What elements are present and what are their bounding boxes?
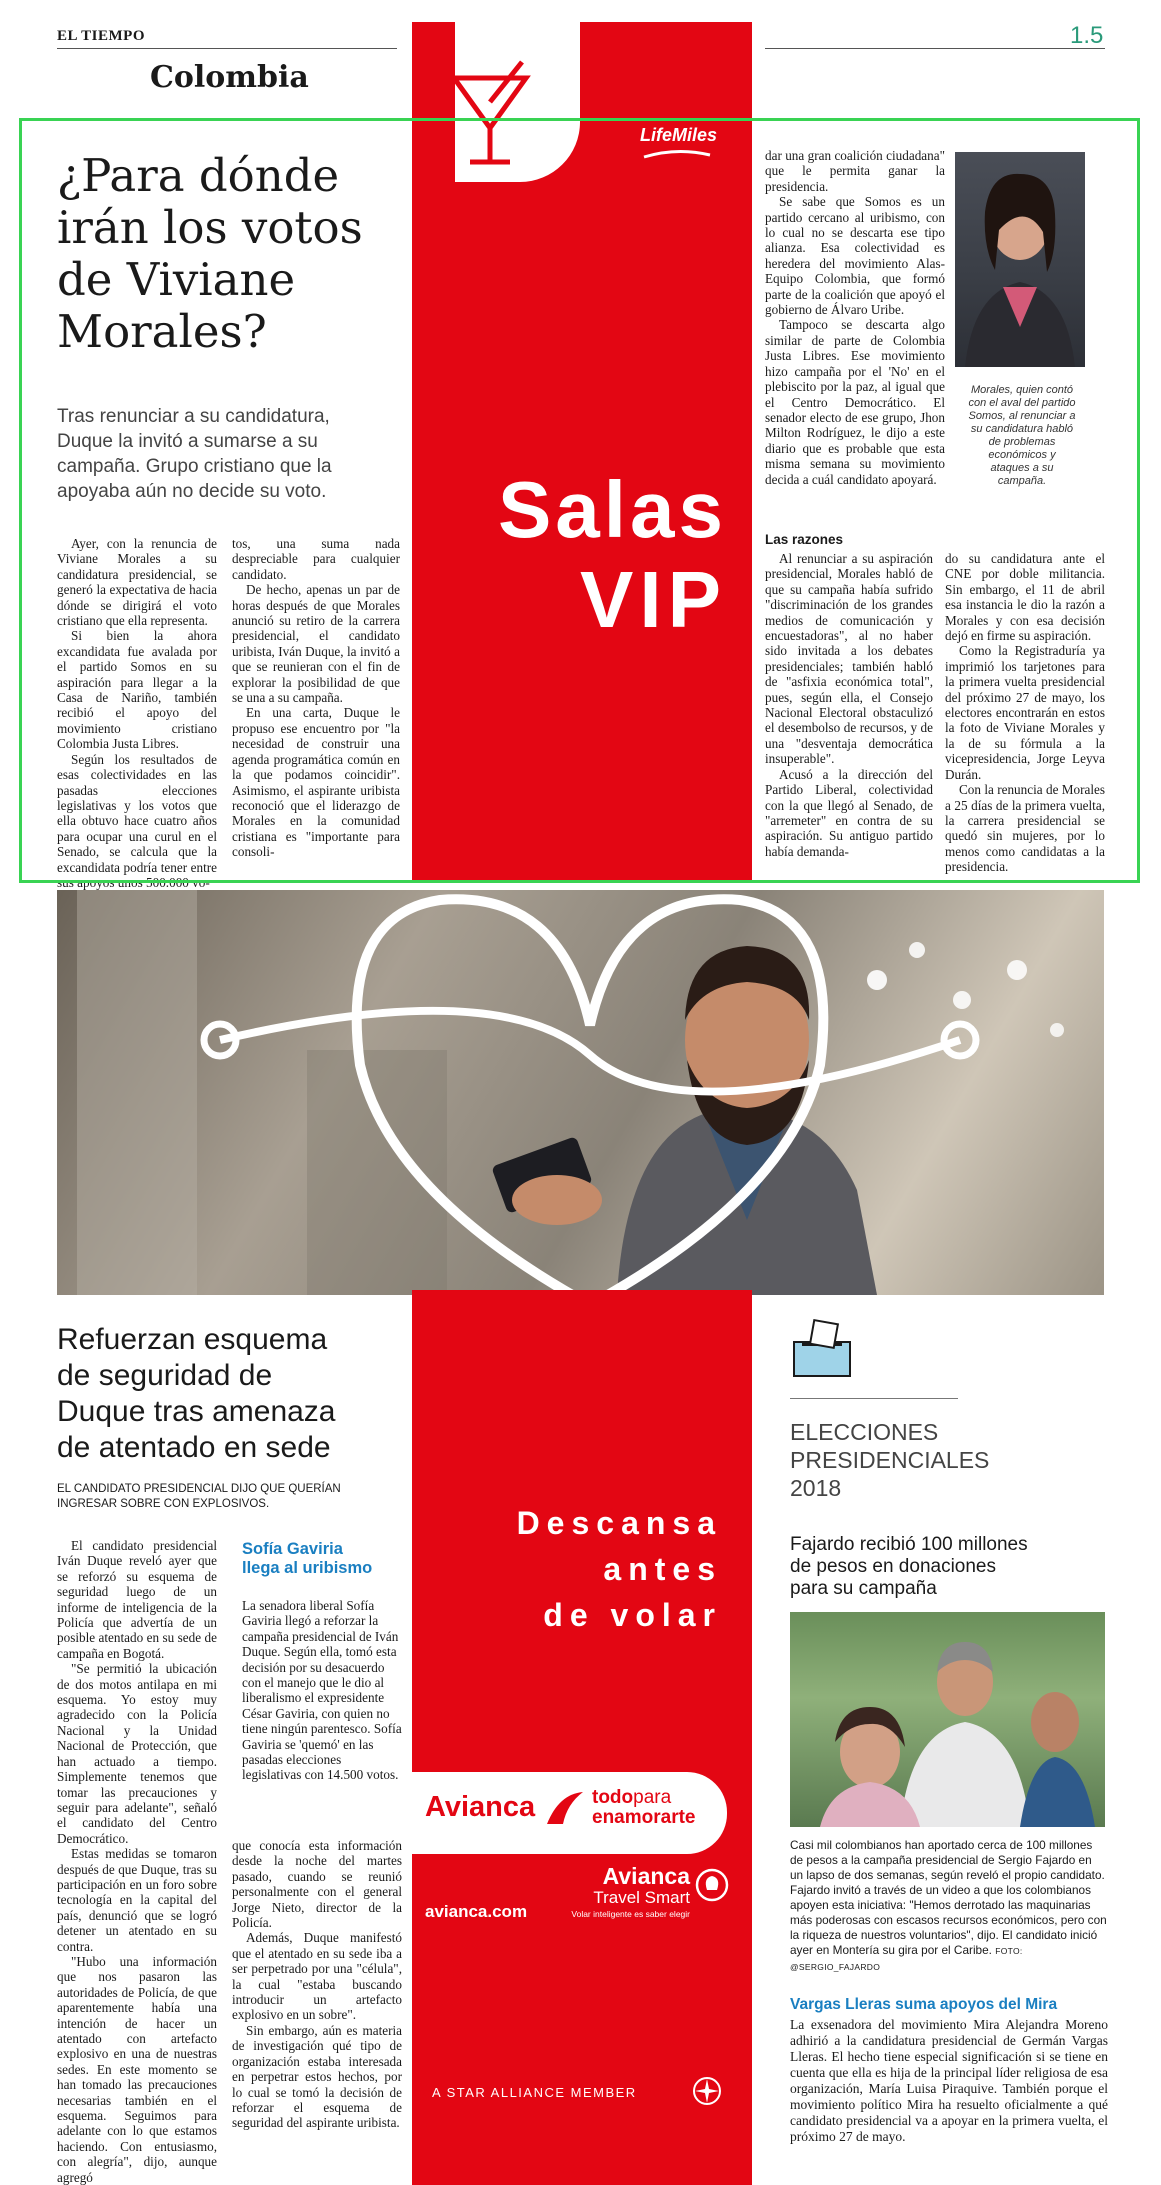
fajardo-photo-art: [790, 1612, 1105, 1827]
morales-photo-caption: Morales, quien contó con el aval del partido Somos, al renunciar a su candidatura habló de problemas económicos y ataques a su campaña.: [968, 384, 1076, 487]
security-article-title: Refuerzan esquema de seguridad de Duque tras amenaza de atentado en sede: [57, 1323, 336, 1464]
section-title: Colombia: [150, 60, 309, 95]
vargas-title: Vargas Lleras suma apoyos del Mira: [790, 1996, 1058, 2013]
header-rule-left: [57, 48, 397, 49]
avianca-ad-bottom[interactable]: [412, 1290, 752, 2185]
star-alliance-text: A STAR ALLIANCE MEMBER: [432, 2085, 637, 2100]
main-article-col2: tos, una suma nada despreciable para cualquier candidato. De hecho, apenas un par de horas después de que Morales anunció su retiro de la carrera presidencial, el candidato uribista, Iván Duque, la invitó a que se reunieran con el fin de explorar la posibilidad de que se una a su campaña. En una carta, Duque le propuso ese encuentro por "la necesidad de construir una agenda programática común en la que podamos coincidir". Asimismo, el aspirante uribista reconoció que el liderazgo de Morales en la comunidad cristiana es "importante para consoli-: [232, 536, 400, 860]
main-article-col4: do su candidatura ante el CNE por doble militancia. Sin embargo, el 11 de abril esa instancia le dio la razón a Morales y con esa decisión dejó en firme su aspiración. Como la Registraduría ya imprimió los tarjetones para la primera vuelta presidencial del próximo 27 de mayo, los electores encontrarán en estos la foto de Viviane Morales y la de su fórmula a la vicepresidencia, Jorge Leyva Durán. Con la renuncia de Morales a 25 días de la primera vuelta, la carrera presidencial se quedó sin mujeres, por lo menos como candidatas a la presidencia.: [945, 551, 1105, 875]
travel-smart-logo: Avianca Travel Smart Volar inteligente es saber elegir: [571, 1863, 690, 1919]
security-article-col2: que conocía esta información desde la noche del martes pasado, cuando se reunió personalmente con el general Jorge Nieto, director de la Policía. Además, Duque manifestó que el atentado en su sede iba a ser perpetrado por una "célula", la cual "estaba buscando introducir un artefacto explosivo en un sobre". Sin embargo, aún es materia de investigación qué tipo de organización estaba interesada en perpetrar estos hechos, por lo cual se tomó la decisión de reforzar el esquema de seguridad del aspirante uribista.: [232, 1838, 402, 2131]
security-article-col1: El candidato presidencial Iván Duque reveló ayer que se reforzó su esquema de seguridad luego de un informe de inteligencia de la Policía que advertía de un posible atentado en su sede de campaña en Bogotá. "Se permitió la ubicación de dos motos antilapa en mi esquema. Yo estoy muy agradecido con la Policía Nacional y la Unidad Nacional de Protección, que han actuado a tiempo. Simplemente tenemos que tomar las precauciones y seguir para adelante", señaló el candidato del Centro Democrático. Estas medidas se tomaron después de que Duque, tras su participación en un foro sobre tecnología en la capital del país, denunció que se logró detener un atentado en su contra. "Hubo una información que nos pasaron las autoridades de Policía, de que aparentemente había una intención de hacer un atentado con artefacto explosivo en una de nuestras sedes. En este momento se han tomado las precauciones necesarias también en el esquema. Seguimos para adelante con lo que estamos haciendo. Con entusiasmo, con alegría", dijo, aunque agregó: [57, 1538, 217, 2185]
lifemiles-logo: LifeMiles: [640, 125, 718, 145]
heart-line-icon: [200, 865, 980, 1340]
fajardo-text: Casi mil colombianos han aportado cerca de 100 millones de pesos a la campaña presidencial de Sergio Fajardo en un lapso de dos semanas, según reveló el propio candidato. Fajardo invitó a través de un video a que los colombianos apoyen esta iniciativa: "Hemos derrotado las maquinarias más poderosas con escasos recursos económicos, pero con la riqueza de nuestros voluntarios", dijo. El candidato inició ayer en Montería su gira por el Caribe. FOTO: @SERGIO_FAJARDO: [790, 1838, 1107, 1972]
vargas-text: La exsenadora del movimiento Mira Alejandra Moreno adhirió a la candidatura presidencial de Germán Vargas Lleras. El hecho tiene especial significación si se tiene en cuenta que ella es hija de la principal líder religiosa de esa organización, María Luisa Piraquive. También porque el movimiento político Mira ha resuelto oficialmente a qué candidato presidencial va a apoyar en la primera vuelta, el próximo 27 de mayo.: [790, 2017, 1108, 2144]
elections-label: ELECCIONES PRESIDENCIALES 2018: [790, 1419, 990, 1501]
ad-salas-text: Salas: [497, 465, 727, 554]
fajardo-photo: [790, 1612, 1105, 1827]
ballot-box-icon: [790, 1318, 860, 1385]
newspaper-brand: EL TIEMPO: [57, 28, 145, 44]
elections-rule: [790, 1398, 958, 1399]
gaviria-box-title: Sofía Gaviria llega al uribismo: [242, 1540, 373, 1577]
main-article-lead: Tras renunciar a su candidatura, Duque la invitó a sumarse a su campaña. Grupo cristiano que la apoyaba aún no decide su voto.: [57, 406, 332, 502]
star-alliance-icon: [692, 2076, 722, 2111]
lightbulb-icon: [695, 1868, 729, 1907]
main-article-col1: Ayer, con la renuncia de Viviane Morales a su candidatura presidencial, se generó la expectativa de hacia dónde se dirigirá el voto cristiano que ella representa. Si bien la ahora excandidata fue avalada por el partido Somos en su aspiración para llegar a la Casa de Nariño, también recibió el apoyo del movimiento cristiano Colombia Justa Libres. Según los resultados de esas colectividades en las pasadas elecciones legislativas y los votos que ella obtuvo hace cuatro años para ocupar una curul en el Senado, se calcula que la excandidata podría tener entre sus apoyos unos 500.000 vo-: [57, 536, 217, 890]
todo-para-enamorarte: todopara enamorarte: [592, 1787, 696, 1828]
page-number: 1.5: [1070, 22, 1104, 49]
header-rule-right: [765, 48, 1105, 49]
main-article-col3: dar una gran coalición ciudadana" que le permita ganar la presidencia. Se sabe que Somos es un partido cercano al uribismo, con lo cual no se descarta ese tipo alianza. Esa colectividad es heredera del movimiento Alas-Equipo Colombia, que formó parte de la coalición que apoyó el gobierno de Álvaro Uribe. Tampoco se descarta algo similar de parte de Colombia Justa Libres. Ese movimiento hizo campaña por el 'No' en el plebiscito por la paz, al igual que el Centro Democrático. El senador electo de ese grupo, Jhon Milton Rodríguez, le dijo a este diario que es probable que esta misma semana su movimiento decida a cuál candidato apoyará.: [765, 148, 945, 487]
ad-vip-text: VIP: [580, 555, 727, 644]
highlight-box: [19, 118, 1140, 883]
avianca-logo-text: Avianca: [425, 1791, 536, 1823]
fajardo-title: Fajardo recibió 100 millones de pesos en donaciones para su campaña: [790, 1534, 1028, 1599]
main-article-subhead: Las razones: [765, 532, 844, 547]
avianca-com-link[interactable]: avianca.com: [425, 1902, 528, 1921]
ad-descansa-text: Descansa antes de volar: [516, 1505, 722, 1633]
main-article-col3b: Al renunciar a su aspiración presidencial, Morales habló de que su campaña había sufrido "discriminación de los grandes medios de comunicación y encuestadoras", al no haber sido invitada a los debates presidenciales; también habló de "asfixia económica total", pues, según ella, el Consejo Nacional Electoral obstaculizó el desembolso de recursos, y de una "desventaja democrática insuperable". Acusó a la dirección del Partido Liberal, colectividad con la que llegó al Senado, de "arremeter" en contra de su aspiración. Su antiguo partido había demanda-: [765, 551, 933, 859]
security-article-deck: EL CANDIDATO PRESIDENCIAL DIJO QUE QUERÍAN INGRESAR SOBRE CON EXPLOSIVOS.: [57, 1483, 341, 1510]
avianca-bird-icon: [545, 1790, 585, 1831]
main-article-title: ¿Para dónde irán los votos de Viviane Morales?: [57, 149, 363, 358]
gaviria-box-text: La senadora liberal Sofía Gaviria llegó a reforzar la campaña presidencial de Iván Duque. Según ella, tomó esta decisión por su desacuerdo con el manejo que le dio al liberalismo el expresidente César Gaviria, con quien no tiene ningún parentesco. Sofía Gaviria se 'quemó' en las pasadas elecciones legislativas con 14.500 votos.: [242, 1598, 402, 1783]
